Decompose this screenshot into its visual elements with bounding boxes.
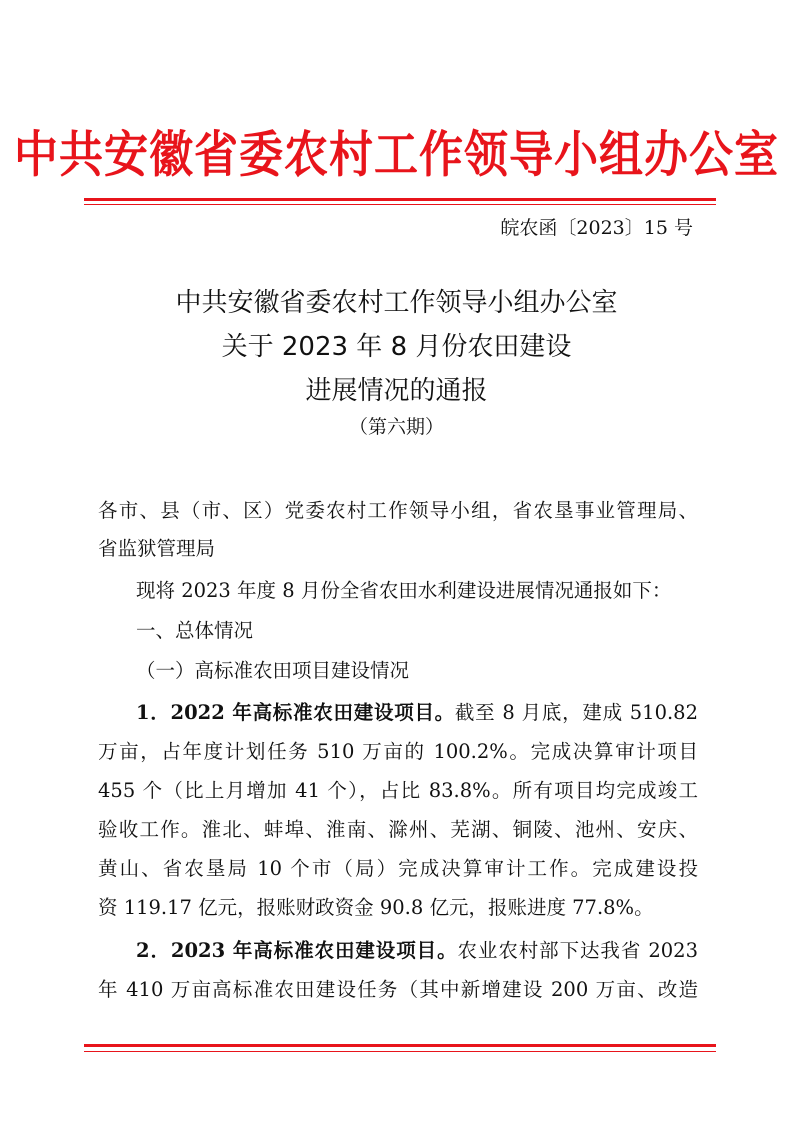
paragraph-2023-line-1 (136, 935, 698, 963)
paragraph-2023-heading: 2．2023 年高标准农田建设项目。 (136, 939, 458, 962)
issue-number: （第六期） (348, 416, 444, 438)
paragraph-2022-line-5: 黄山、省农垦局 10 个市（局）完成决算审计工作。完成建设投 (98, 857, 698, 880)
header-red-rule-thick (84, 198, 716, 201)
paragraph-2022-line-2: 万亩，占年度计划任务 510 万亩的 100.2%。完成决算审计项目 (98, 740, 698, 763)
recipients-line-1: 各市、县（市、区）党委农村工作领导小组，省农垦事业管理局、 (98, 499, 698, 522)
recipients-line-2: 省监狱管理局 (98, 537, 216, 560)
header-red-rule-thin (84, 204, 716, 205)
document-number: 皖农函〔2023〕15 号 (500, 217, 693, 239)
intro-paragraph: 现将 2023 年度 8 月份全省农田水利建设进展情况通报如下： (136, 579, 672, 602)
paragraph-2022-line-1-text: 截至 8 月底，建成 510.82 (454, 701, 698, 724)
subsection-heading-high-standard-farmland: （一）高标准农田项目建设情况 (136, 659, 410, 682)
section-heading-overall: 一、总体情况 (136, 619, 254, 642)
paragraph-2022-line-4: 验收工作。淮北、蚌埠、淮南、滁州、芜湖、铜陵、池州、安庆、 (98, 818, 698, 841)
paragraph-2022-heading: 1．2022 年高标准农田建设项目。 (136, 701, 455, 724)
notice-title-line-3: 进展情况的通报 (305, 376, 488, 406)
paragraph-2023-line-1-text: 农业农村部下达我省 2023 (457, 939, 698, 962)
footer-red-rule-thick (84, 1044, 716, 1047)
issuing-org-header: 中共安徽省委农村工作领导小组办公室 (14, 126, 779, 184)
paragraph-2022-line-6: 资 119.17 亿元，报账财政资金 90.8 亿元，报账进度 77.8%。 (98, 896, 654, 919)
paragraph-2023-line-2: 年 410 万亩高标准农田建设任务（其中新增建设 200 万亩、改造 (98, 978, 698, 1001)
paragraph-2022-line-1 (136, 697, 698, 725)
footer-red-rule-thin (84, 1051, 716, 1052)
notice-title-line-1: 中共安徽省委农村工作领导小组办公室 (175, 288, 618, 318)
paragraph-2022-line-3: 455 个（比上月增加 41 个），占比 83.8%。所有项目均完成竣工 (98, 779, 698, 802)
notice-title-line-2: 关于 2023 年 8 月份农田建设 (221, 332, 572, 362)
